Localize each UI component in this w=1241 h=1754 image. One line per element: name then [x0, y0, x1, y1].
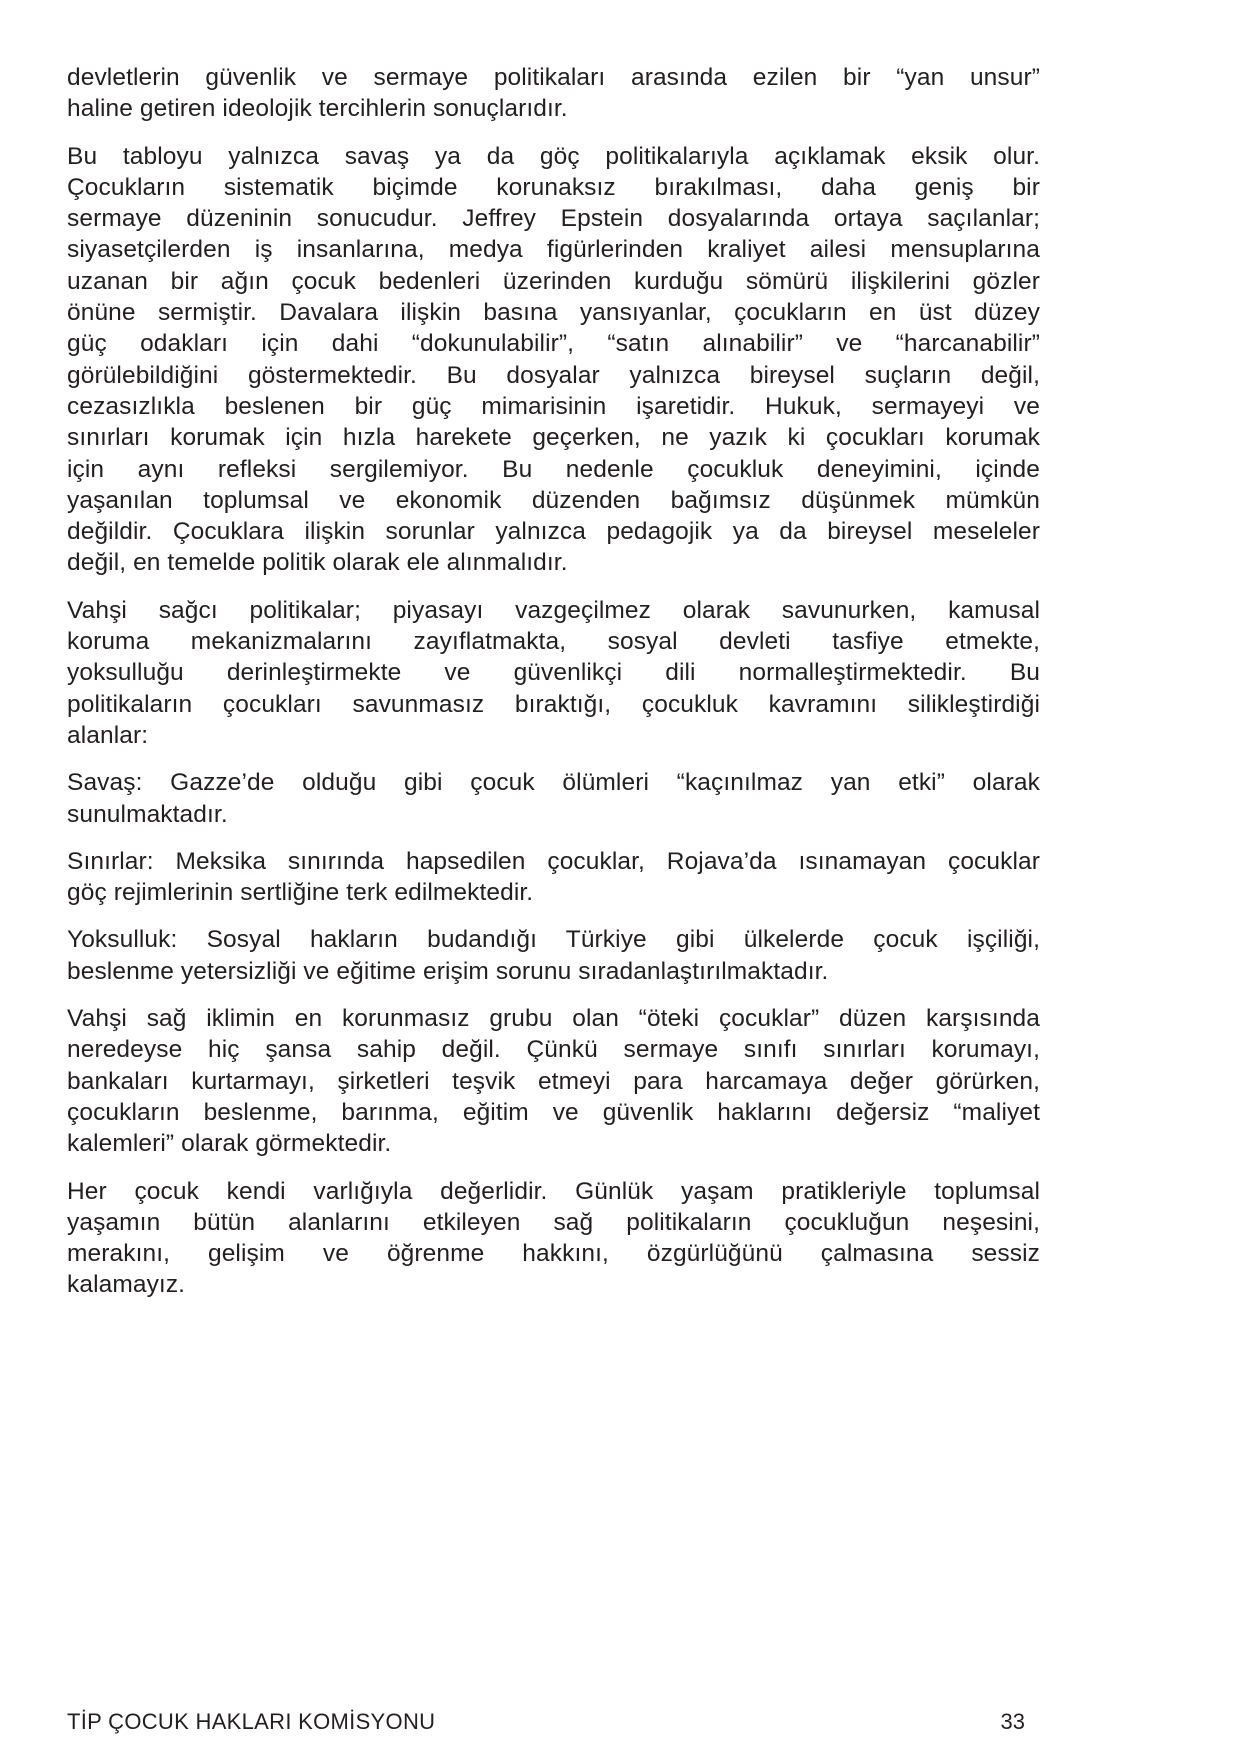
paragraph-8 [67, 1176, 1040, 1301]
page-number: 33 [1000, 1709, 1025, 1734]
text-line: göç rejimlerinin sertliğine terk edilmektedir. [67, 879, 534, 907]
paragraph-1 [67, 62, 1040, 125]
text-line: kalemleri” olarak görmektedir. [67, 1130, 392, 1158]
text-line: merakını, gelişim ve öğrenme hakkını, özgürlüğünü çalmasına sessiz [67, 1240, 1040, 1268]
text-line: Vahşi sağcı politikalar; piyasayı vazgeçilmez olarak savunurken, kamusal [67, 596, 1040, 624]
paragraph-3 [67, 595, 1040, 751]
text-line: önüne sermiştir. Davalara ilişkin basına yansıyanlar, çocukların en üst düzey [67, 299, 1040, 327]
text-line: alanlar: [67, 721, 149, 749]
text-line: Yoksulluk: Sosyal hakların budandığı Türkiye gibi ülkelerde çocuk işçiliği, [67, 926, 1040, 954]
text-line: yaşamın bütün alanlarını etkileyen sağ politikaların çocukluğun neşesini, [67, 1208, 1040, 1236]
text-line: politikaların çocukları savunmasız bıraktığı, çocukluk kavramını silikleştirdiği [67, 690, 1040, 718]
text-line: Çocukların sistematik biçimde korunaksız bırakılması, daha geniş bir [67, 173, 1040, 201]
text-line: cezasızlıkla beslenen bir güç mimarisinin işaretidir. Hukuk, sermayeyi ve [67, 392, 1040, 420]
document-body [67, 62, 1040, 1317]
text-line: yaşanılan toplumsal ve ekonomik düzenden bağımsız düşünmek mümkün [67, 486, 1040, 514]
text-line: sınırları korumak için hızla harekete geçerken, ne yazık ki çocukları korumak [67, 424, 1040, 452]
paragraph-5 [67, 846, 1040, 909]
text-line: kalamayız. [67, 1271, 186, 1299]
text-line: uzanan bir ağın çocuk bedenleri üzerinden kurduğu sömürü ilişkilerini gözler [67, 267, 1040, 295]
text-line: değil, en temelde politik olarak ele alınmalıdır. [67, 549, 568, 577]
text-line: bankaları kurtarmayı, şirketleri teşvik etmeyi para harcamaya değer görürken, [67, 1067, 1040, 1095]
paragraph-7 [67, 1003, 1040, 1159]
text-line: devletlerin güvenlik ve sermaye politikaları arasında ezilen bir “yan unsur” [67, 64, 1040, 91]
text-line: sermaye düzeninin sonucudur. Jeffrey Epstein dosyalarında ortaya saçılanlar; [67, 205, 1040, 233]
text-line: yoksulluğu derinleştirmekte ve güvenlikçi dili normalleştirmektedir. Bu [67, 659, 1040, 687]
text-line: beslenme yetersizliği ve eğitime erişim sorunu sıradanlaştırılmaktadır. [67, 957, 829, 985]
text-line: görülebildiğini göstermektedir. Bu dosyalar yalnızca bireysel suçların değil, [67, 361, 1040, 389]
text-line: güç odakları için dahi “dokunulabilir”, “satın alınabilir” ve “harcanabilir” [67, 330, 1040, 358]
paragraph-2 [67, 141, 1040, 579]
text-line: Sınırlar: Meksika sınırında hapsedilen çocuklar, Rojava’da ısınamayan çocuklar [67, 847, 1040, 875]
text-line: sunulmaktadır. [67, 800, 228, 828]
paragraph-6 [67, 924, 1040, 987]
text-line: haline getiren ideolojik tercihlerin sonuçlarıdır. [67, 95, 568, 123]
text-line: Bu tabloyu yalnızca savaş ya da göç politikalarıyla açıklamak eksik olur. [67, 142, 1040, 170]
text-line: koruma mekanizmalarını zayıflatmakta, sosyal devleti tasfiye etmekte, [67, 628, 1040, 656]
text-line: değildir. Çocuklara ilişkin sorunlar yalnızca pedagojik ya da bireysel meseleler [67, 518, 1040, 546]
text-line: Savaş: Gazze’de olduğu gibi çocuk ölümleri “kaçınılmaz yan etki” olarak [67, 769, 1040, 797]
footer-title: TİP ÇOCUK HAKLARI KOMİSYONU [67, 1709, 436, 1734]
text-line: için aynı refleksi sergilemiyor. Bu nedenle çocukluk deneyimini, içinde [67, 455, 1040, 483]
text-line: neredeyse hiç şansa sahip değil. Çünkü sermaye sınıfı sınırları korumayı, [67, 1036, 1040, 1064]
paragraph-4 [67, 767, 1040, 830]
text-line: Vahşi sağ iklimin en korunmasız grubu olan “öteki çocuklar” düzen karşısında [67, 1005, 1040, 1033]
text-line: Her çocuk kendi varlığıyla değerlidir. Günlük yaşam pratikleriyle toplumsal [67, 1177, 1040, 1205]
text-line: siyasetçilerden iş insanlarına, medya figürlerinden kraliyet ailesi mensuplarına [67, 236, 1040, 264]
text-line: çocukların beslenme, barınma, eğitim ve güvenlik haklarını değersiz “maliyet [67, 1098, 1040, 1126]
